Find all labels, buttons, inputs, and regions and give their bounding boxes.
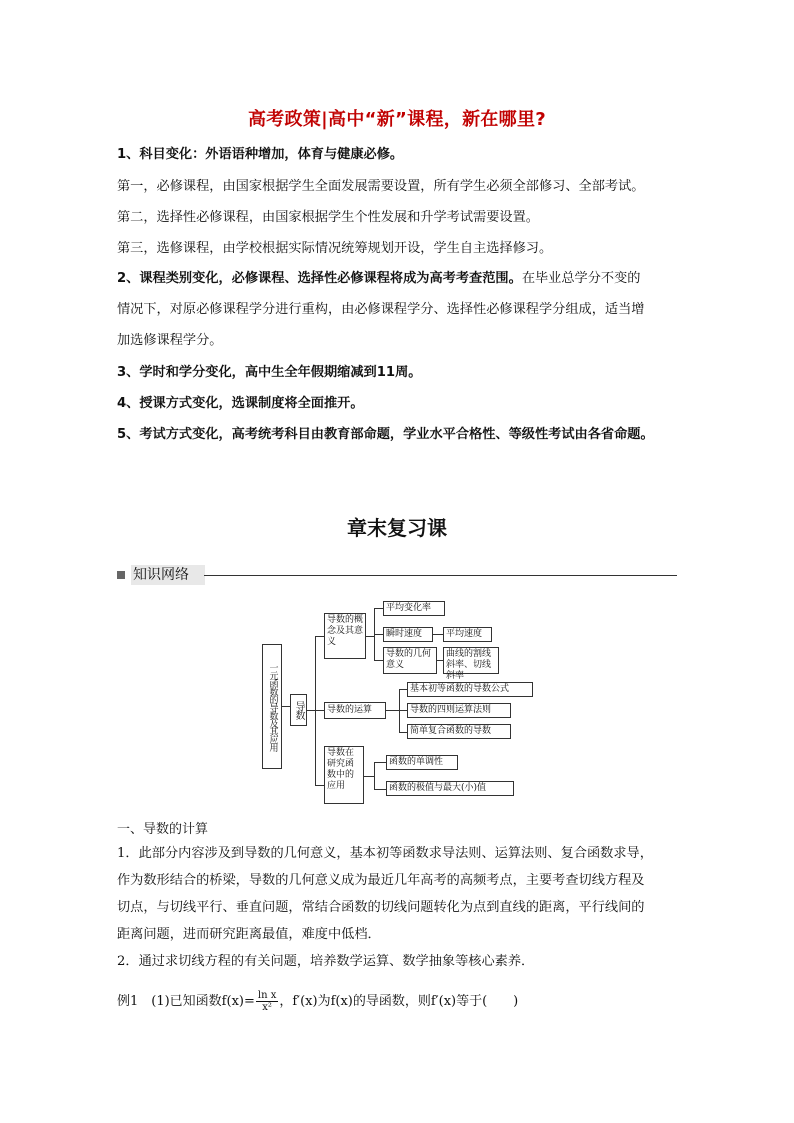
policy-item-1-line-3: 第三，选修课程，由学校根据实际情况统筹规划开设，学生自主选择修习。 <box>117 241 553 256</box>
content-para-1-line-4: 距离问题，进而研究距离最值，难度中低档． <box>117 927 381 942</box>
policy-item-2-line-1 <box>117 269 683 289</box>
policy-item-1-line-1: 第一，必修课程，由国家根据学生全面发展需要设置，所有学生必须全部修习、全部考试。 <box>117 179 645 194</box>
policy-item-1: 1、科目变化：外语语种增加，体育与健康必修。 <box>117 147 404 162</box>
content-para-2: 2．通过求切线方程的有关问题，培养数学运算、数学抽象等核心素养． <box>117 954 535 969</box>
connector <box>282 706 290 707</box>
example-suffix: ，f′(x)为f(x)的导函数，则f′(x)等于( ) <box>279 994 519 1009</box>
diagram-node-extremum: 函数的极值与最大(小)值 <box>386 781 514 796</box>
content-para-1-line-1: 1．此部分内容涉及到导数的几何意义，基本初等函数求导法则、运算法则、复合函数求导， <box>117 846 653 861</box>
example-1 <box>117 990 518 1013</box>
policy-item-2-bold: 2、课程类别变化，必修课程、选择性必修课程将成为高考考查范围。 <box>117 271 522 286</box>
connector <box>364 776 374 777</box>
connector <box>374 789 386 790</box>
connector <box>374 762 386 763</box>
connector <box>315 710 324 711</box>
content-para-1-line-3: 切点，与切线平行、垂直问题，常结合函数的切线问题转化为点到直线的距离，平行线间的 <box>117 900 645 915</box>
diagram-node-arithmetic-rules: 导数的四则运算法则 <box>407 703 511 718</box>
diagram-branch-application: 导数在研究函数中的应用 <box>324 746 364 804</box>
fraction-denominator: x² <box>262 1002 272 1013</box>
diagram-node-average-speed: 平均速度 <box>443 627 492 642</box>
connector <box>315 785 324 786</box>
connector <box>374 634 383 635</box>
connector <box>366 636 374 637</box>
square-bullet-icon <box>117 571 125 579</box>
connector <box>374 608 383 609</box>
content-heading: 一、导数的计算 <box>117 822 209 837</box>
diagram-node-composite-derivative: 简单复合函数的导数 <box>407 724 511 739</box>
connector <box>399 732 407 733</box>
diagram-node-geometric-meaning: 导数的几何意义 <box>383 647 437 674</box>
connector <box>386 710 399 711</box>
policy-item-2-line-2: 情况下，对原必修课程学分进行重构，由必修课程学分、选择性必修课程学分组成，适当增 <box>117 302 645 317</box>
connector <box>399 710 407 711</box>
diagram-branch-operation: 导数的运算 <box>324 702 386 719</box>
connector <box>433 634 443 635</box>
diagram-node-secant-tangent: 曲线的割线斜率、切线斜率 <box>443 647 499 674</box>
content-para-1-line-2: 作为数形结合的桥梁，导数的几何意义成为最近几年高考的高频考点，主要考查切线方程及 <box>117 873 645 888</box>
policy-item-3: 3、学时和学分变化，高中生全年假期缩减到11周。 <box>117 365 422 380</box>
diagram-node-basic-formulas: 基本初等函数的导数公式 <box>407 682 533 697</box>
connector <box>307 710 315 711</box>
connector <box>399 689 407 690</box>
policy-title: 高考政策|高中“新”课程，新在哪里? <box>247 109 547 130</box>
fraction <box>256 990 278 1013</box>
diagram-node-average-rate: 平均变化率 <box>383 601 445 616</box>
diagram-root: 一元函数的导数及其应用 <box>262 644 282 769</box>
section-divider <box>204 575 677 576</box>
section-label: 知识网络 <box>131 565 205 585</box>
diagram-level1: 导数 <box>290 694 307 726</box>
policy-item-5: 5、考试方式变化，高考统考科目由教育部命题，学业水平合格性、等级性考试由各省命题。 <box>117 427 654 442</box>
diagram-branch-concept: 导数的概念及其意义 <box>324 613 366 659</box>
policy-item-4: 4、授课方式变化，选课制度将全面推开。 <box>117 396 364 411</box>
example-prefix: 例1 (1)已知函数f(x)= <box>117 994 255 1009</box>
knowledge-network-diagram <box>259 600 539 810</box>
diagram-node-monotonicity: 函数的单调性 <box>386 755 458 770</box>
fraction-numerator: ln x <box>257 990 277 1001</box>
policy-item-1-line-2: 第二，选择性必修课程，由国家根据学生个性发展和升学考试需要设置。 <box>117 210 539 225</box>
diagram-node-instant-speed: 瞬时速度 <box>383 627 433 642</box>
connector <box>315 636 324 637</box>
connector <box>374 762 375 789</box>
policy-item-2-line-3: 加选修课程学分。 <box>117 333 223 348</box>
chapter-title: 章末复习课 <box>347 516 447 540</box>
policy-item-2-rest: 在毕业总学分不变的 <box>521 271 641 286</box>
connector <box>374 660 383 661</box>
